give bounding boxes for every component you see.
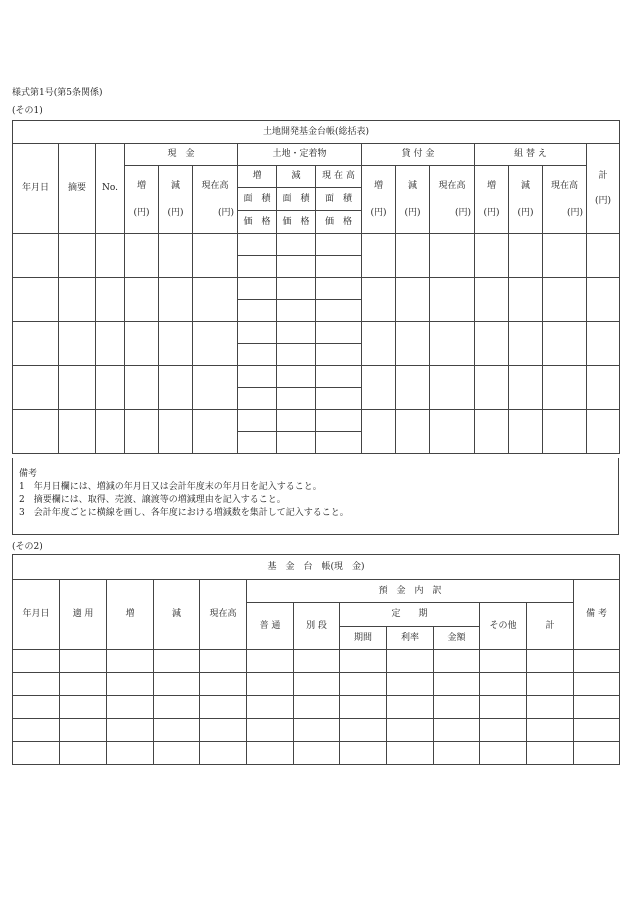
group-transfer: 組 替 え [475,144,587,166]
col-no: No. [96,144,125,234]
group-fixed: 定 期 [340,603,480,627]
note-item: 2 摘要欄には、取得、売渡、譲渡等の増減理由を記入すること。 [19,495,286,505]
transfer-decrease: 減 (円) [509,166,543,234]
col-total: 計 [527,603,574,650]
col-apply: 適 用 [60,580,107,650]
fund-cash-table [12,554,620,765]
cash-decrease: 減 (円) [159,166,193,234]
table-row [13,673,620,696]
land-inc-area: 面 積 [238,188,277,211]
col-balance: 現在高 [200,580,247,650]
col-ordinary: 普 通 [247,603,294,650]
col-increase: 増 [107,580,154,650]
land-increase: 増 [238,166,277,188]
land-dec-area: 面 積 [277,188,316,211]
col-period: 期間 [340,627,387,650]
land-balance: 現 在 高 [316,166,362,188]
col-remarks: 備 考 [574,580,620,650]
col-summary: 摘要 [59,144,96,234]
group-cash: 現 金 [125,144,238,166]
form-label: 様式第1号(第5条関係) [12,88,103,98]
col-date: 年月日 [13,144,59,234]
loan-decrease: 減 (円) [396,166,430,234]
note-item: 3 会計年度ごとに横線を画し、各年度における増減数を集計して記入すること。 [19,508,349,518]
fund-table-title: 基 金 台 帳(現 金) [13,555,620,580]
table-row [13,650,620,673]
transfer-increase: 増 (円) [475,166,509,234]
col-other: その他 [480,603,527,650]
land-decrease: 減 [277,166,316,188]
notes-box [12,458,619,535]
table-row [13,234,620,256]
col-amount: 金額 [434,627,480,650]
note-item: 1 年月日欄には、増減の年月日又は会計年度末の年月日を記入すること。 [19,482,322,492]
col-total: 計 (円) [587,144,620,234]
cash-increase: 増 (円) [125,166,159,234]
land-dec-price: 価 格 [277,211,316,234]
table-row [13,410,620,432]
table-row [13,322,620,344]
table-row [13,366,620,388]
loan-increase: 増 (円) [362,166,396,234]
part1-label: (その1) [12,106,43,116]
land-inc-price: 価 格 [238,211,277,234]
table-row [13,742,620,765]
land-bal-price: 価 格 [316,211,362,234]
col-special: 別 段 [294,603,340,650]
notes-heading: 備考 [19,469,38,479]
table-row [13,278,620,300]
loan-balance: 現在高 (円) [430,166,475,234]
transfer-balance: 現在高 (円) [543,166,587,234]
cash-balance: 現在高 (円) [193,166,238,234]
table-row [13,719,620,742]
group-deposit: 預 金 内 訳 [247,580,574,603]
table-row [13,696,620,719]
group-land: 土地・定着物 [238,144,362,166]
col-decrease: 減 [154,580,200,650]
land-bal-area: 面 積 [316,188,362,211]
part2-label: (その2) [12,542,43,552]
group-loan: 貸 付 金 [362,144,475,166]
col-date: 年月日 [13,580,60,650]
ledger-summary-table [12,120,620,454]
summary-table-title: 土地開発基金台帳(総括表) [13,121,620,144]
col-rate: 利率 [387,627,434,650]
